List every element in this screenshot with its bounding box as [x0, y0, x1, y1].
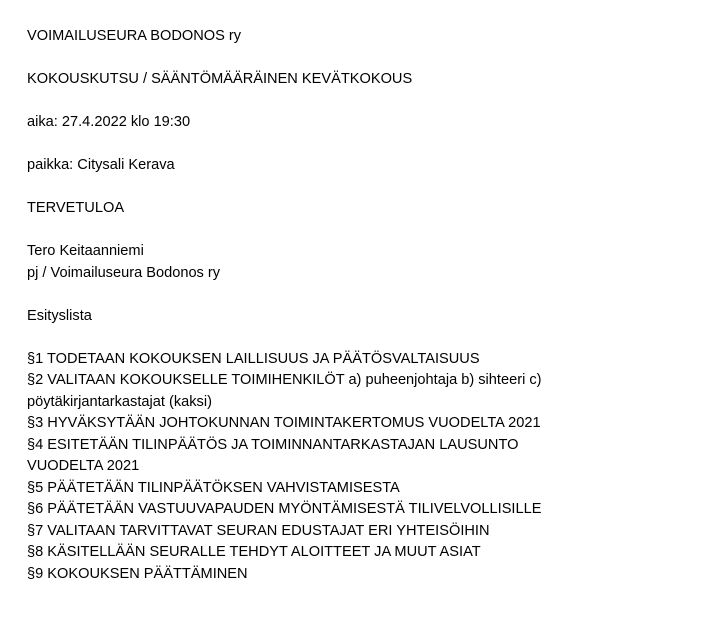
signature-role: pj / Voimailuseura Bodonos ry: [27, 264, 221, 281]
agenda-list: [27, 349, 671, 586]
meeting-place: paikka: Citysali Kerava: [27, 157, 175, 173]
agenda-item: §3 HYVÄKSYTÄÄN JOHTOKUNNAN TOIMINTAKERTOMUS VUODELTA 2021: [27, 415, 541, 431]
agenda-item: §1 TODETAAN KOKOUKSEN LAILLISUUS JA PÄÄTÖSVALTAISUUS: [27, 350, 480, 367]
signature-name: Tero Keitaanniemi: [27, 243, 144, 259]
agenda-item: §5 PÄÄTETÄÄN TILINPÄÄTÖKSEN VAHVISTAMISESTA: [27, 479, 400, 496]
agenda-item: §9 KOKOUKSEN PÄÄTTÄMINEN: [27, 565, 248, 582]
agenda-item: §7 VALITAAN TARVITTAVAT SEURAN EDUSTAJAT ERI YHTEISÖIHIN: [27, 522, 490, 539]
signature-block: [27, 241, 671, 284]
agenda-item: §6 PÄÄTETÄÄN VASTUUVAPAUDEN MYÖNTÄMISESTÄ TILIVELVOLLISILLE: [27, 501, 542, 517]
organization-name: VOIMAILUSEURA BODONOS ry: [27, 28, 242, 44]
agenda-item: §4 ESITETÄÄN TILINPÄÄTÖS JA TOIMINNANTARKASTAJAN LAUSUNTO VUODELTA 2021: [27, 436, 519, 474]
agenda-item: §8 KÄSITELLÄÄN SEURALLE TEHDYT ALOITTEET JA MUUT ASIAT: [27, 544, 481, 560]
meeting-time: aika: 27.4.2022 klo 19:30: [27, 114, 191, 130]
agenda-title: Esityslista: [27, 307, 92, 324]
welcome-text: TERVETULOA: [27, 200, 125, 216]
agenda-item: §2 VALITAAN KOKOUKSELLE TOIMIHENKILÖT a) puheenjohtaja b) sihteeri c) pöytäkirjantarkastajat (kaksi): [27, 372, 542, 410]
meeting-heading: KOKOUSKUTSU / SÄÄNTÖMÄÄRÄINEN KEVÄTKOKOUS: [27, 71, 413, 87]
